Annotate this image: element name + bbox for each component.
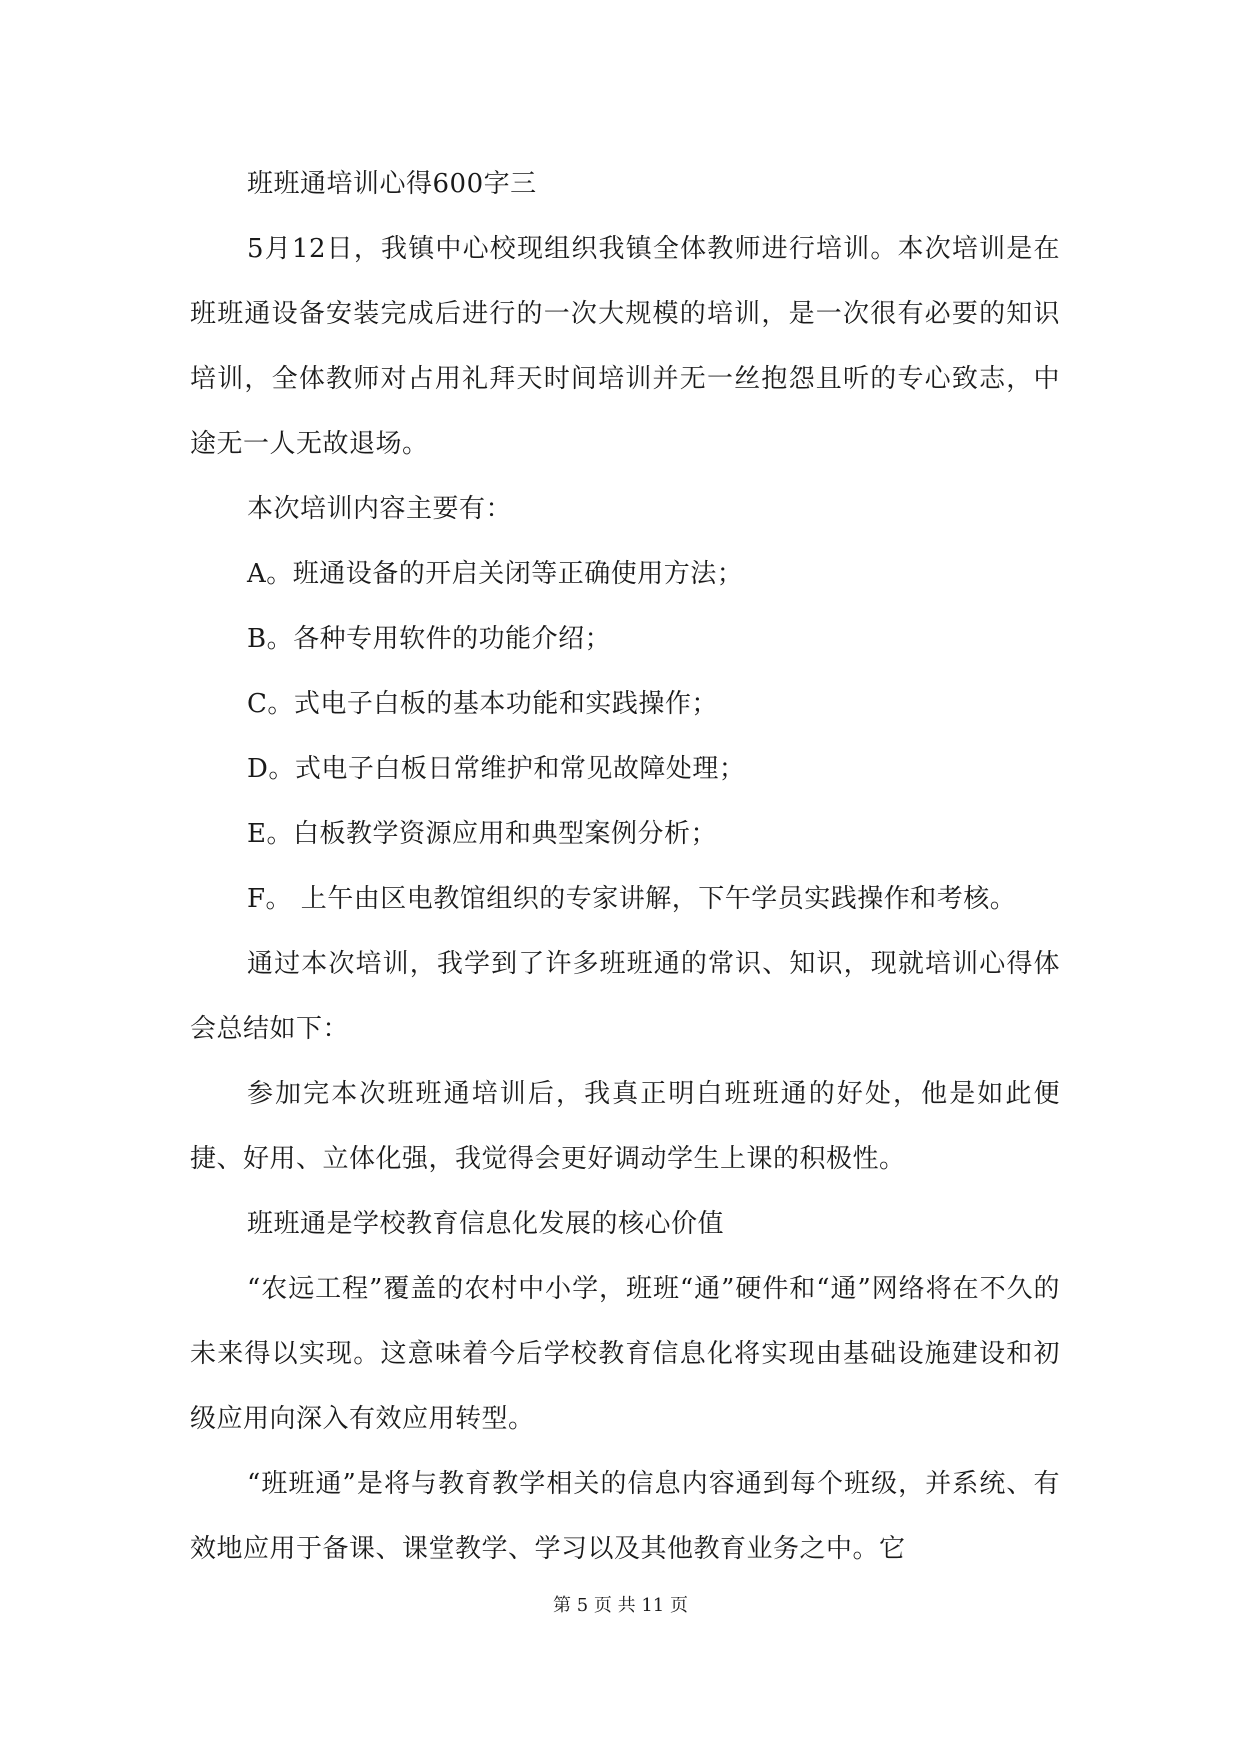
- paragraph: 参加完本次班班通培训后，我真正明白班班通的好处，他是如此便捷、好用、立体化强，我觉得会更好调动学生上课的积极性。: [190, 1079, 1060, 1174]
- list-item: D。式电子白板日常维护和常见故障处理；: [247, 754, 746, 784]
- paragraph: “农远工程”覆盖的农村中小学，班班“通”硬件和“通”网络将在不久的未来得以实现。这意味着今后学校教育信息化将实现由基础设施建设和初级应用向深入有效应用转型。: [190, 1274, 1060, 1434]
- paragraph: 通过本次培训，我学到了许多班班通的常识、知识，现就培训心得体会总结如下：: [190, 949, 1060, 1044]
- paragraph: 本次培训内容主要有：: [247, 494, 513, 524]
- paragraph: 5月12日，我镇中心校现组织我镇全体教师进行培训。本次培训是在班班通设备安装完成后进行的一次大规模的培训，是一次很有必要的知识培训，全体教师对占用礼拜天时间培训并无一丝抱怨且听的专心致志，中途无一人无故退场。: [190, 234, 1060, 459]
- list-item: B。各种专用软件的功能介绍；: [247, 624, 612, 654]
- paragraph: “班班通”是将与教育教学相关的信息内容通到每个班级，并系统、有效地应用于备课、课堂教学、学习以及其他教育业务之中。它: [190, 1469, 1060, 1564]
- list-item: A。班通设备的开启关闭等正确使用方法；: [247, 559, 744, 589]
- list-item: E。白板教学资源应用和典型案例分析；: [247, 819, 717, 849]
- list-item: F。 上午由区电教馆组织的专家讲解，下午学员实践操作和考核。: [247, 884, 1017, 914]
- list-item: C。式电子白板的基本功能和实践操作；: [247, 689, 718, 719]
- page-number: 第 5 页 共 11 页: [553, 1595, 688, 1616]
- paragraph: 班班通是学校教育信息化发展的核心价值: [247, 1209, 725, 1239]
- document-body: [190, 152, 1060, 1582]
- document-title: 班班通培训心得600字三: [247, 169, 537, 199]
